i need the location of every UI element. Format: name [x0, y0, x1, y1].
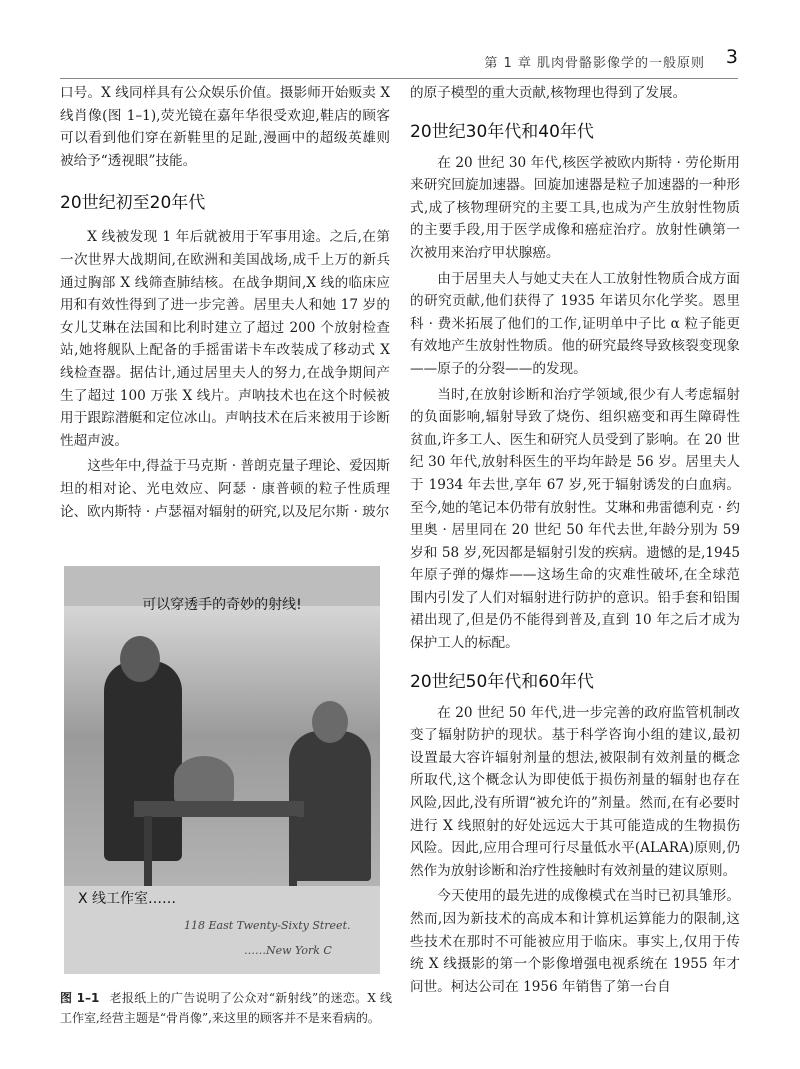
page-header [0, 0, 800, 80]
figure-caption [60, 988, 392, 1028]
left-column [60, 82, 390, 523]
figure-caption-text: 老报纸上的广告说明了公众对“新射线”的迷恋。X 线工作室,经营主题是“骨肖像”,来这里的顾客并不是来看病的。 [60, 991, 392, 1025]
right-paragraph-5: 在 20 世纪 50 年代,进一步完善的政府监管机制改变了辐射防护的现状。基于科学咨询小组的建议,最初设置最大容许辐射剂量的想法,被限制有效剂量的概念所取代,这个概念认为即使低于损伤剂量的辐射也存在风险,因此,没有所谓“被允许的”剂量。然而,在有必要时进行 X 线照射的好处远远大于其可能造成的生物损伤风险。因此,应用合理可行尽量低水平(ALARA)原则,仍然作为放射诊断和治疗性接触时有效剂量的建议原则。 [410, 704, 740, 879]
section-heading-1930s: 20世纪30年代和40年代 [410, 121, 594, 142]
figure-table-leg [144, 816, 152, 891]
figure-studio-label: X 线工作室…… [78, 891, 177, 907]
figure-address-line-1: 118 East Twenty-Sixty Street. [184, 919, 351, 932]
figure-man [104, 661, 182, 861]
figure-caption-number: 图 1–1 [60, 991, 100, 1005]
left-paragraph-3: 这些年中,得益于马克斯 · 普朗克量子理论、爱因斯坦的相对论、光电效应、阿瑟 · 康普顿的粒子性质理论、欧内斯特 · 卢瑟福对辐射的研究,以及尼尔斯 · 玻尔 [60, 458, 390, 520]
figure-man-head [120, 636, 160, 682]
right-paragraph-6: 今天使用的最先进的成像模式在当时已初具雏形。然而,因为新技术的高成本和计算机运算能力的限制,这些技术在那时不可能被应用于临床。事实上,仅用于传统 X 线摄影的第一个影像增强电视系统在 1955 年才问世。柯达公司在 1956 年销售了第一台自 [410, 888, 740, 995]
figure-headline: 可以穿透手的奇妙的射线! [142, 597, 302, 613]
header-rule [60, 78, 738, 79]
page-number: 3 [725, 46, 738, 68]
figure-xray-machine [174, 756, 234, 802]
figure-table [134, 801, 304, 817]
left-paragraph-2: X 线被发现 1 年后就被用于军事用途。之后,在第一次世界大战期间,在欧洲和美国战场,成千上万的新兵通过胸部 X 线筛查肺结核。在战争期间,X 线的临床应用和有效性得到了进一步完善。居里夫人和她 17 岁的女儿艾琳在法国和比利时建立了超过 200 个放射检查站,她将舰队上配备的手摇雷诺卡车改装成了移动式 X 线检查器。据估计,通过居里夫人的努力,在战争期间产生了超过 100 万张 X 线片。声呐技术也在这个时候被用于跟踪潜艇和定位冰山。声呐技术在后来被用于诊断性超声波。 [60, 229, 390, 449]
right-paragraph-1: 的原子模型的重大贡献,核物理也得到了发展。 [410, 85, 687, 101]
right-paragraph-3: 由于居里夫人与她丈夫在人工放射性物质合成方面的研究贡献,他们获得了 1935 年诺贝尔化学奖。恩里科 · 费米拓展了他们的工作,证明单中子比 α 粒子能更有效地产生放射性物质。他的研究最终导致核裂变现象——原子的分裂——的发现。 [410, 270, 740, 377]
figure-address-line-2: ……New York C [244, 944, 332, 957]
section-heading-1900s: 20世纪初至20年代 [60, 193, 206, 214]
left-paragraph-1: 口号。X 线同样具有公众娱乐价值。摄影师开始贩卖 X 线肖像(图 1–1),荧光镜在嘉年华很受欢迎,鞋店的顾客可以看到他们穿在新鞋里的足趾,漫画中的超级英雄则被给予“透视眼”技能。 [60, 85, 390, 169]
right-paragraph-4: 当时,在放射诊断和治疗学领域,很少有人考虑辐射的负面影响,辐射导致了烧伤、组织癌变和再生障碍性贫血,许多工人、医生和研究人员受到了影响。在 20 世纪 30 年代,放射科医生的平均年龄是 56 岁。居里夫人于 1934 年去世,享年 67 岁,死于辐射诱发的白血病。至今,她的笔记本仍带有放射性。艾琳和弗雷德利克 · 约里奥 · 居里同在 20 世纪 50 年代去世,年龄分别为 59 岁和 58 岁,死因都是辐射引发的疾病。遗憾的是,1945 年原子弹的爆炸——这场生命的灾难性破坏,在全球范围内引发了人们对辐射进行防护的意识。铅手套和铅围裙出现了,但是仍不能得到普及,直到 10 年之后才成为保护工人的标配。 [410, 386, 740, 652]
right-column [410, 82, 740, 998]
figure-1-1 [64, 566, 380, 974]
figure-woman-head [312, 701, 348, 743]
section-heading-1950s: 20世纪50年代和60年代 [410, 671, 594, 692]
chapter-title: 第 1 章 肌肉骨骼影像学的一般原则 [484, 56, 705, 71]
right-paragraph-2: 在 20 世纪 30 年代,核医学被欧内斯特 · 劳伦斯用来研究回旋加速器。回旋加速器是粒子加速器的一种形式,成了核物理研究的主要工具,也成为产生放射性物质的主要手段,用于医学成像和癌症治疗。放射性碘第一次被用来治疗甲状腺癌。 [410, 154, 740, 261]
figure-table-leg [289, 816, 297, 891]
